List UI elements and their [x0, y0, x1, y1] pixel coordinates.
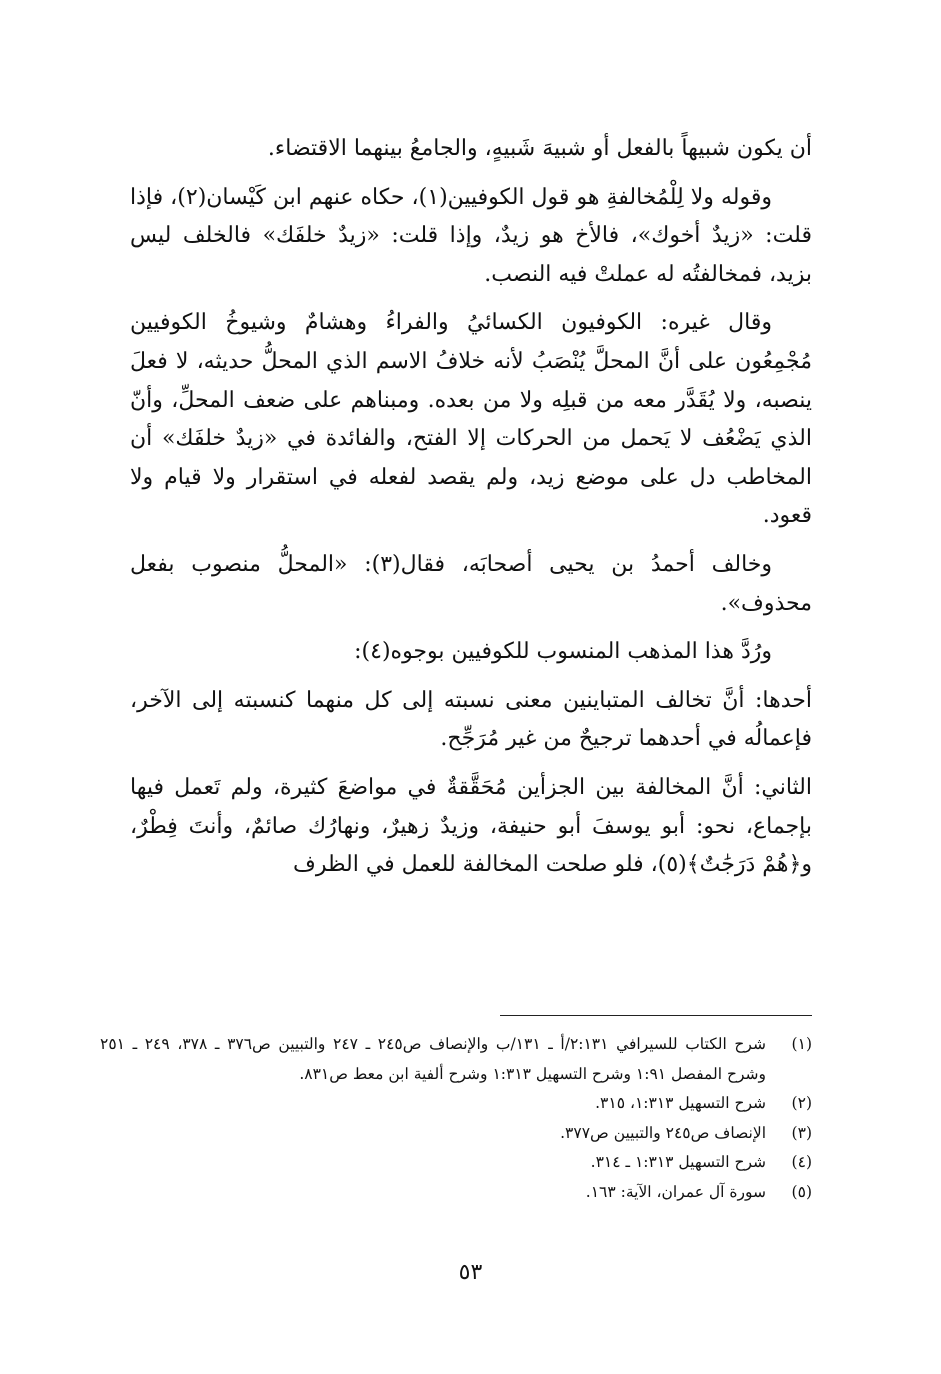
footnote-text: سورة آل عمران، الآية: ١٦٣. [585, 1182, 766, 1201]
footnote-text: الإنصاف ص٢٤٥ والتبيين ص٣٧٧. [560, 1123, 766, 1142]
footnote-2 [100, 1089, 812, 1119]
paragraph-7: الثاني: أنَّ المخالفة بين الجزأين مُحَقَّقةٌ في مواضعَ كثيرة، ولم تَعمل فيها بإجماع، نحو: أبو يوسفَ أبو حنيفة، وزيدٌ زهيرٌ، ونهارُك صائمٌ، وأنتَ فِطْرٌ، و﴿هُمْ دَرَجَٰتٌ﴾(٥)، فلو صلحت المخالفة للعمل في الظرف [130, 774, 812, 878]
footnote-number: (٣) [791, 1123, 812, 1142]
footnote-1 [100, 1030, 812, 1089]
paragraph-2: وقوله ولا لِلْمُخالفةِ هو قول الكوفيين(١)، حكاه عنهم ابن كَيْسان(٢)، فإذا قلت: «زيدٌ أخوك»، فالأخ هو زيدٌ، وإذا قلت: «زيدٌ خلفَك» فالخلف ليس بزيد، فمخالفتُه له عملتْ فيه النصب. [130, 184, 812, 287]
footnote-number: (٢) [791, 1094, 812, 1112]
footnote-5 [100, 1178, 812, 1208]
paragraph-5: ورُدَّ هذا المذهب المنسوب للكوفيين بوجوه(٤): [354, 639, 772, 665]
footnote-divider [500, 1015, 812, 1016]
footnote-text: شرح التسهيل ١:٣١٣، ٣١٥. [595, 1094, 766, 1112]
footnotes [100, 1030, 812, 1207]
footnote-text: شرح التسهيل ١:٣١٣ ـ ٣١٤. [590, 1153, 766, 1171]
paragraph-6: أحدها: أنَّ تخالف المتباينين معنى نسبته إلى كل منهما كنسبته إلى الآخر، فإعمالُه في أحدهما ترجيحٌ من غير مُرَجِّح. [130, 687, 812, 752]
footnote-4 [100, 1148, 812, 1178]
paragraph-4: وخالف أحمدُ بن يحيى أصحابَه، فقال(٣): «المحلُّ منصوب بفعل محذوف». [130, 551, 812, 616]
paragraph-3: وقال غيره: الكوفيون الكسائيُ والفراءُ وهشامٌ وشيوخُ الكوفيين مُجْمِعُون على أنَّ المحلَّ يُنْصَبُ لأنه خلافُ الاسم الذي المحلُّ حديثه، لا فعلَ ينصبه، ولا يُقَدَّر معه من قبلِه ولا من بعده. ومبناهم على ضعف المحلِّ، وأنّ الذي يَضْعُف لا يَحمل من الحركات إلا الفتح، والفائدة في «زيدٌ خلفَك» أن المخاطب دل على موضع زيد، ولم يقصد لفعله في استقرار ولا قيام ولا قعود. [130, 310, 812, 529]
paragraph-1: أن يكون شبيهاً بالفعل أو شبيهَ شَبيهٍ، والجامعُ بينهما الاقتضاء. [267, 136, 812, 161]
footnote-number: (١) [791, 1035, 812, 1053]
footnote-text: شرح الكتاب للسيرافي ٢:١٣١/أ ـ ١٣١/ب والإنصاف ص٢٤٥ ـ ٢٤٧ والتبيين ص٣٧٦ ـ ٣٧٨، ٢٤٩ ـ ٢٥١ وشرح المفصل ١:٩١ وشرح التسهيل ١:٣١٣ وشرح ألفية ابن معط ص٨٣١. [100, 1035, 766, 1083]
footnote-number: (٥) [791, 1182, 812, 1201]
footnote-3 [100, 1119, 812, 1149]
footnote-number: (٤) [791, 1153, 812, 1171]
main-text [130, 130, 812, 895]
page-number: ٥٣ [458, 1260, 483, 1285]
